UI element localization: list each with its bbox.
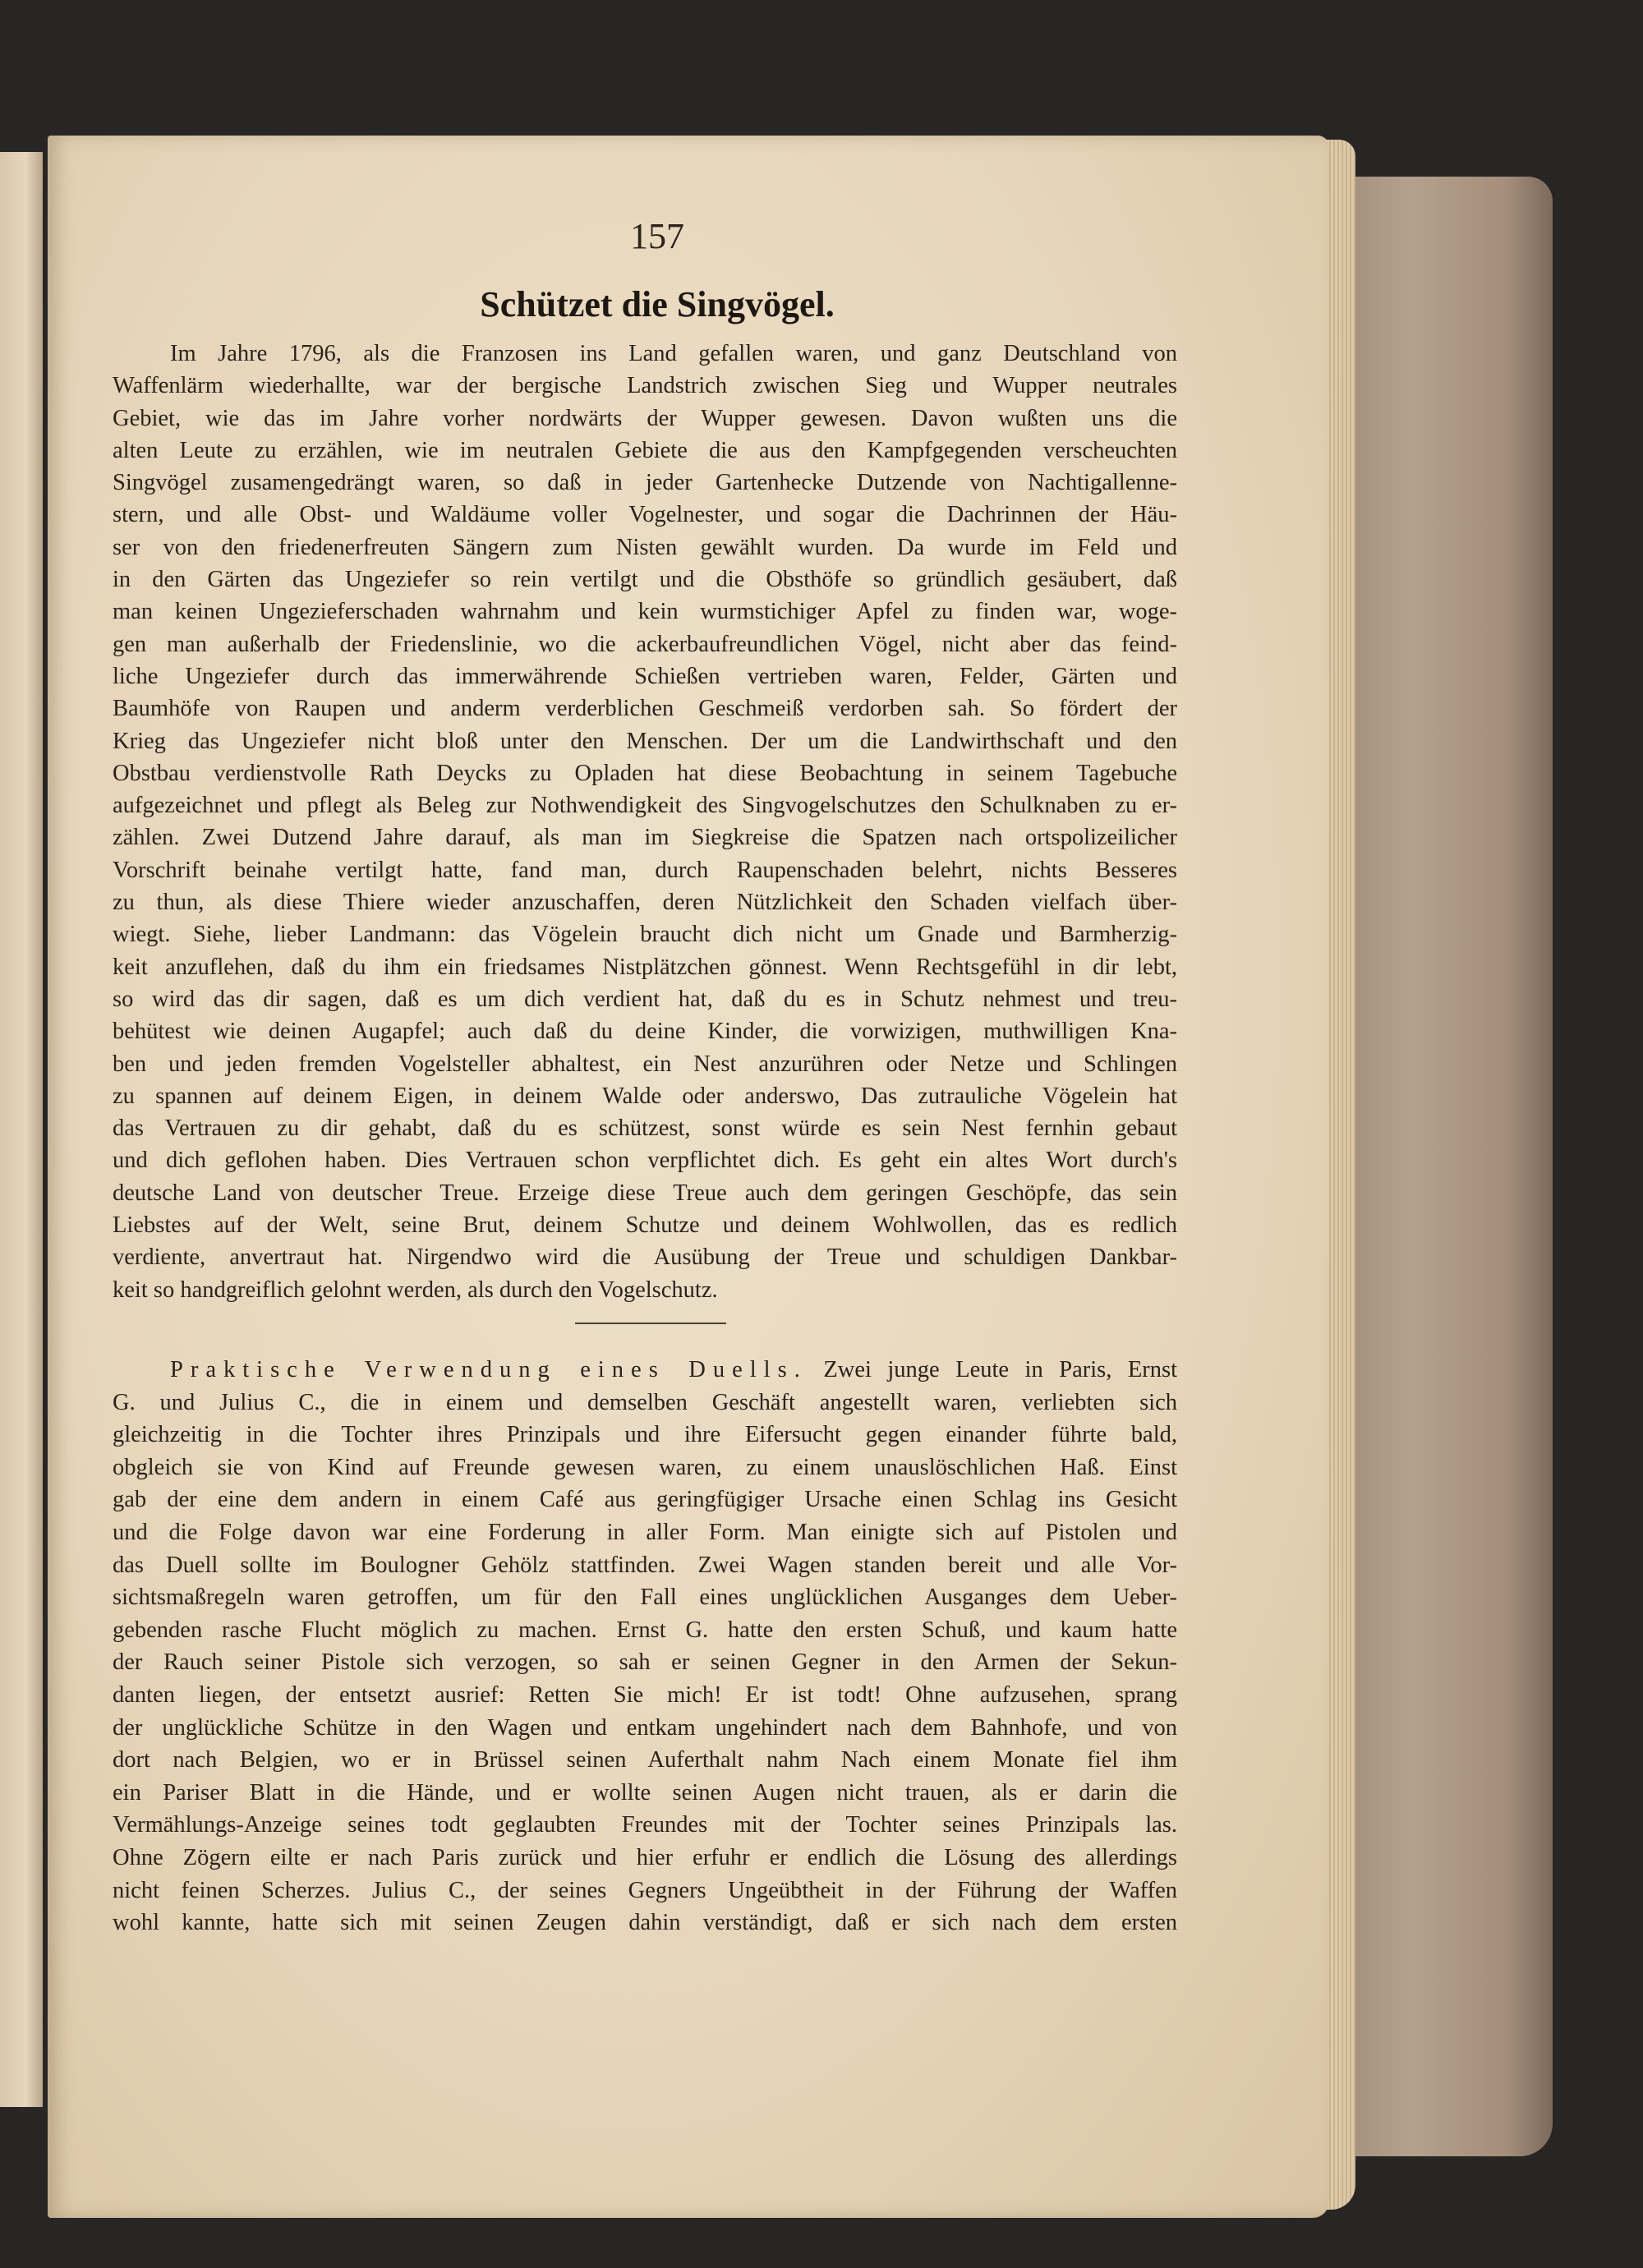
text-line: aufgezeichnet und pflegt als Beleg zur Nothwendigkeit des Singvogelschutzes den Schulknaben zu er- [113, 793, 1177, 819]
text-line: Krieg das Ungeziefer nicht bloß unter den Menschen. Der um die Landwirthschaft und den [113, 728, 1177, 754]
text-line: das Vertrauen zu dir gehabt, daß du es schützest, sonst würde es sein Nest fernhin gebaut [113, 1116, 1177, 1142]
article-heading-inline: Praktische Verwendung eines Duells. [170, 1357, 808, 1382]
text-line: zählen. Zwei Dutzend Jahre darauf, als man im Siegkreise die Spatzen nach ortspolizeilicher [113, 825, 1177, 851]
text-line: alten Leute zu erzählen, wie im neutralen Gebiete die aus den Kampfgegenden verscheuchten [113, 437, 1177, 463]
text-line: Waffenlärm wiederhallte, war der bergische Landstrich zwischen Sieg und Wupper neutrales [113, 373, 1177, 399]
text-line: in den Gärten das Ungeziefer so rein vertilgt und die Obsthöfe so gründlich gesäubert, daß [113, 567, 1177, 593]
text-line: gebenden rasche Flucht möglich zu machen. Ernst G. hatte den ersten Schuß, und kaum hatte [113, 1617, 1177, 1643]
text-line: wiegt. Siehe, lieber Landmann: das Vögelein braucht dich nicht um Gnade und Barmherzig- [113, 922, 1177, 948]
text-line: liche Ungeziefer durch das immerwährende Schießen vertrieben waren, Felder, Gärten und [113, 663, 1177, 689]
text-line: Liebstes auf der Welt, seine Brut, deinem Schutze und deinem Wohlwollen, das es redlich [113, 1212, 1177, 1239]
text-line: Ohne Zögern eilte er nach Paris zurück und hier erfuhr er endlich die Lösung des allerdings [113, 1844, 1177, 1870]
text-line: ser von den friedenerfreuten Sängern zum Nisten gewählt wurden. Da wurde im Feld und [113, 534, 1177, 560]
text-line: Zwei junge Leute in Paris, Ernst [823, 1357, 1177, 1382]
text-line: das Duell sollte im Boulogner Gehölz stattfinden. Zwei Wagen standen bereit und alle Vor- [113, 1552, 1177, 1578]
text-line: man keinen Ungezieferschaden wahrnahm und kein wurmstichiger Apfel zu finden war, woge- [113, 599, 1177, 625]
section-divider [575, 1323, 726, 1324]
text-line: so wird das dir sagen, daß es um dich verdient hat, daß du es in Schutz nehmest und treu- [113, 986, 1177, 1012]
text-line: gen man außerhalb der Friedenslinie, wo die ackerbaufreundlichen Vögel, nicht aber das feind- [113, 631, 1177, 657]
text-line: der unglückliche Schütze in den Wagen und entkam ungehindert nach dem Bahnhofe, und von [113, 1714, 1177, 1741]
left-page-edge [0, 152, 43, 2107]
page-number: 157 [630, 216, 684, 256]
article-body-duel [113, 1354, 1177, 1939]
text-line: sichtsmaßregeln waren getroffen, um für den Fall eines unglücklichen Ausganges dem Ueber- [113, 1585, 1177, 1611]
text-line: Singvögel zusamengedrängt waren, so daß in jeder Gartenhecke Dutzende von Nachtigallenne- [113, 470, 1177, 496]
text-line: gab der eine dem andern in einem Café aus geringfügiger Ursache einen Schlag ins Gesicht [113, 1487, 1177, 1513]
text-line: keit so handgreiflich gelohnt werden, als durch den Vogelschutz. [113, 1277, 718, 1303]
text-line: und dich geflohen haben. Dies Vertrauen schon verpflichtet dich. Es geht ein altes Wort durch's [113, 1148, 1177, 1174]
text-line: keit anzuflehen, daß du ihm ein friedsames Nistplätzchen gönnest. Wenn Rechtsgefühl in dir lebt, [113, 954, 1177, 980]
text-line: ein Pariser Blatt in die Hände, und er wollte seinen Augen nicht trauen, als er darin die [113, 1779, 1177, 1806]
text-line: zu spannen auf deinem Eigen, in deinem Walde oder anderswo, Das zutrauliche Vögelein hat [113, 1083, 1177, 1109]
text-line: gleichzeitig in die Tochter ihres Prinzipals und ihre Eifersucht gegen einander führte bald, [113, 1422, 1177, 1448]
text-line: ben und jeden fremden Vogelsteller abhaltest, ein Nest anzurühren oder Netze und Schlingen [113, 1051, 1177, 1077]
text-line: danten liegen, der entsetzt ausrief: Retten Sie mich! Er ist todt! Ohne aufzusehen, sprang [113, 1681, 1177, 1708]
text-line: Vorschrift beinahe vertilgt hatte, fand man, durch Raupenschaden belehrt, nichts Besseres [113, 857, 1177, 883]
text-line: zu thun, als diese Thiere wieder anzuschaffen, deren Nützlichkeit den Schaden vielfach über- [113, 890, 1177, 916]
text-line: Im Jahre 1796, als die Franzosen ins Land gefallen waren, und ganz Deutschland von [170, 341, 1177, 366]
text-line: wohl kannte, hatte sich mit seinen Zeugen dahin verständigt, daß er sich nach dem ersten [113, 1910, 1177, 1936]
text-line: stern, und alle Obst- und Waldäume voller Vogelnester, und sogar die Dachrinnen der Häu- [113, 502, 1177, 528]
text-line: Obstbau verdienstvolle Rath Deycks zu Opladen hat diese Beobachtung in seinem Tagebuche [113, 760, 1177, 786]
text-line: behütest wie deinen Augapfel; auch daß du deine Kinder, die vorwizigen, muthwilligen Kna- [113, 1019, 1177, 1045]
text-line: Vermählungs-Anzeige seines todt geglaubten Freundes mit der Tochter seines Prinzipals las. [113, 1812, 1177, 1838]
text-line: nicht feinen Scherzes. Julius C., der seines Gegners Ungeübtheit in der Führung der Waffen [113, 1877, 1177, 1903]
article-title: Schützet die Singvögel. [480, 284, 835, 324]
text-line: Gebiet, wie das im Jahre vorher nordwärts der Wupper gewesen. Davon wußten uns die [113, 405, 1177, 431]
article-body-songbirds [113, 338, 1177, 1306]
text-line: dort nach Belgien, wo er in Brüssel seinen Auferthalt nahm Nach einem Monate fiel ihm [113, 1747, 1177, 1773]
text-line: Baumhöfe von Raupen und anderm verderblichen Geschmeiß verdorben sah. So fördert der [113, 696, 1177, 722]
text-line: der Rauch seiner Pistole sich verzogen, so sah er seinen Gegner in den Armen der Sekun- [113, 1649, 1177, 1676]
text-line: verdiente, anvertraut hat. Nirgendwo wird die Ausübung der Treue und schuldigen Dankbar- [113, 1244, 1177, 1271]
text-line: und die Folge davon war eine Forderung in aller Form. Man einigte sich auf Pistolen und [113, 1519, 1177, 1545]
paragraph-first-line [113, 1354, 1177, 1387]
text-line: G. und Julius C., die in einem und demselben Geschäft angestellt waren, verliebten sich [113, 1389, 1177, 1415]
text-line: obgleich sie von Kind auf Freunde gewesen waren, zu einem unauslöschlichen Haß. Einst [113, 1454, 1177, 1480]
text-line: deutsche Land von deutscher Treue. Erzeige diese Treue auch dem geringen Geschöpfe, das sein [113, 1180, 1177, 1206]
